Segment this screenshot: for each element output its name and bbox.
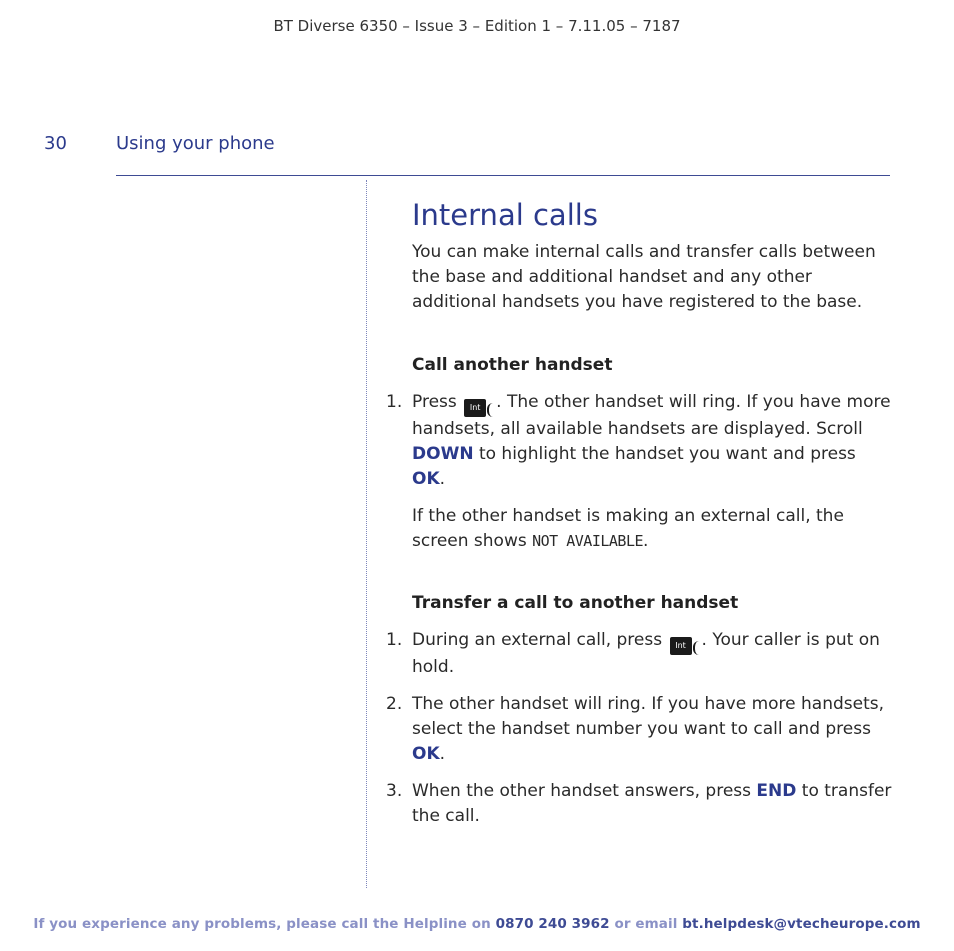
step-text: to highlight the handset you want and press [478,444,856,464]
int-key-icon [670,637,700,655]
footer-text: or email [614,916,678,932]
end-keyword: END [756,781,797,801]
step-text: . [439,744,446,764]
int-key-label: Int [464,399,486,417]
call-note [412,504,894,554]
step-number: 1. [386,630,403,650]
main-content [386,196,894,829]
int-key-arc [693,641,700,655]
int-key-icon [464,399,494,417]
helpdesk-email: bt.helpdesk@vtecheurope.com [682,916,921,932]
step-number: 2. [386,694,403,714]
step-text: When the other handset answers, press [412,781,752,801]
step-text: . [439,469,446,489]
step-text: During an external call, press [412,630,663,650]
ok-keyword: OK [412,744,440,764]
footer-text: If you experience any problems, please call the Helpline on [33,916,491,932]
intro-paragraph: You can make internal calls and transfer calls between the base and additional handset and any other additional handsets you have registered to the base. [412,242,876,312]
transfer-step-3 [386,779,894,829]
note-text: . [643,531,649,551]
step-text: The other handset will ring. If you have more handsets, select the handset number you want to call and press [412,694,885,739]
step-text: to transfer the call. [412,781,892,826]
step-text: Press [412,392,457,412]
header-rule [116,175,890,176]
column-divider [366,180,367,888]
helpline-footer [0,916,954,932]
call-another-handset-heading: Call another handset [412,355,613,375]
call-step-1 [386,390,894,492]
page-number: 30 [44,133,67,154]
int-key-label: Int [670,637,692,655]
step-text: . Your caller is put on hold. [412,630,880,677]
helpline-number: 0870 240 3962 [495,916,610,932]
page-title: Internal calls [412,198,598,232]
step-text: . The other handset will ring. If you have more handsets, all available handsets are displayed. Scroll [412,392,891,439]
transfer-step-1 [386,628,894,680]
down-keyword: DOWN [412,444,474,464]
note-text: If the other handset is making an external call, the screen shows [412,506,844,551]
step-number: 3. [386,781,403,801]
ok-keyword: OK [412,469,440,489]
transfer-step-2 [386,692,894,767]
document-id: BT Diverse 6350 – Issue 3 – Edition 1 – 7.11.05 – 7187 [273,17,681,35]
int-key-arc [487,403,494,417]
display-text: NOT AVAILABLE [532,532,644,550]
section-title: Using your phone [116,133,275,154]
transfer-call-heading: Transfer a call to another handset [412,593,739,613]
step-number: 1. [386,392,403,412]
